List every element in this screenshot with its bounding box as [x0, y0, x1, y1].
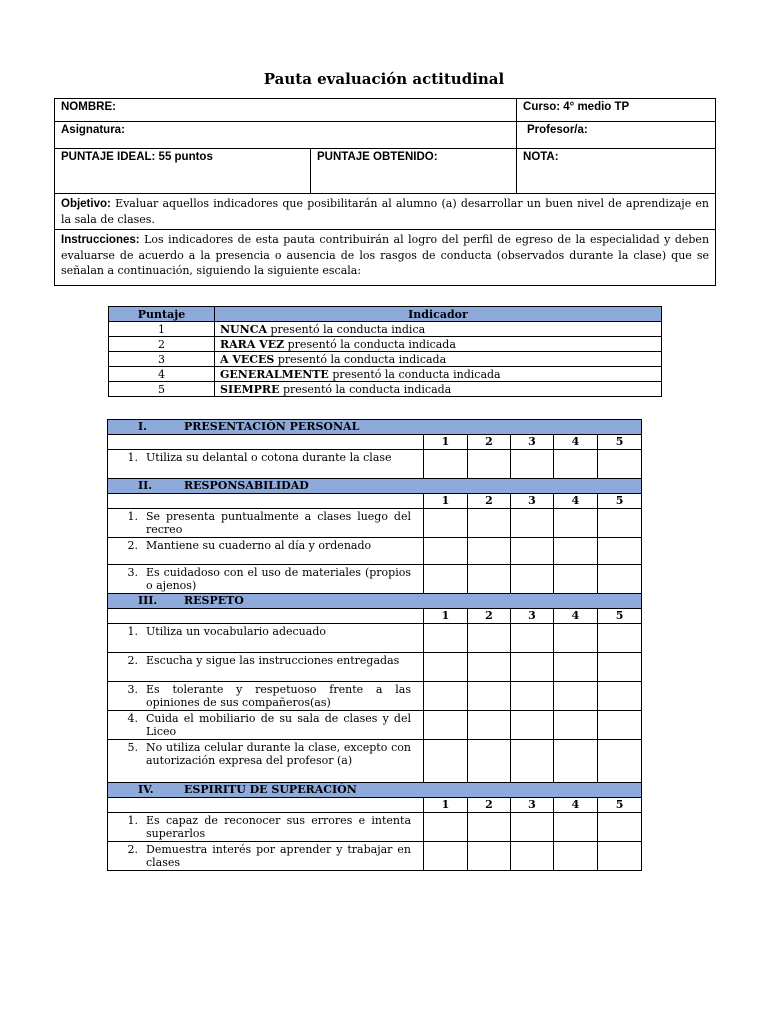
score-header-cell: 3	[511, 494, 554, 509]
scale-frequency-word: A VECES	[220, 352, 275, 366]
indicator-number: 1.	[127, 451, 138, 464]
section-title-cell	[108, 783, 642, 798]
curso-field[interactable]: Curso: 4° medio TP	[517, 99, 716, 122]
section-number: IV.	[138, 783, 154, 796]
scale-indicator	[215, 337, 662, 352]
score-header-blank	[108, 609, 424, 624]
scale-header-puntaje: Puntaje	[109, 307, 215, 322]
indicator-number: 1.	[127, 814, 138, 827]
puntaje-obtenido-field[interactable]: PUNTAJE OBTENIDO:	[311, 149, 517, 194]
score-header-cell: 2	[468, 435, 511, 450]
section-title-cell	[108, 479, 642, 494]
score-checkbox-cell[interactable]	[511, 565, 554, 594]
section-header	[108, 594, 642, 609]
instrucciones-text: Los indicadores de esta pauta contribuirán al logro del perfil de egreso de la especialidad y deben evaluarse de acuerdo a la presencia o ausencia de los rasgos de conducta (observados durante la clase) que se señalan a continuación, siguiendo la siguiente escala:	[61, 233, 710, 277]
score-checkbox-cell[interactable]	[598, 842, 642, 871]
indicator-text: Es tolerante y respetuoso frente a las opiniones de sus compañeros(as)	[146, 683, 411, 709]
score-checkbox-cell[interactable]	[424, 624, 468, 653]
score-header-row	[108, 435, 642, 450]
indicator-row	[108, 682, 642, 711]
score-checkbox-cell[interactable]	[511, 813, 554, 842]
indicator-cell	[108, 740, 424, 783]
score-checkbox-cell[interactable]	[554, 509, 598, 538]
score-checkbox-cell[interactable]	[554, 624, 598, 653]
scale-row	[109, 382, 662, 397]
score-header-cell: 3	[511, 609, 554, 624]
section-title-cell	[108, 594, 642, 609]
section-number: III.	[138, 594, 158, 607]
scale-frequency-word: GENERALMENTE	[220, 367, 329, 381]
score-checkbox-cell[interactable]	[511, 450, 554, 479]
indicator-cell	[108, 565, 424, 594]
scale-score: 3	[109, 352, 215, 367]
nombre-field[interactable]: NOMBRE:	[55, 99, 517, 122]
score-checkbox-cell[interactable]	[424, 450, 468, 479]
score-header-cell: 4	[554, 609, 598, 624]
indicator-cell	[108, 711, 424, 740]
score-checkbox-cell[interactable]	[511, 711, 554, 740]
section-header	[108, 783, 642, 798]
indicator-cell	[108, 509, 424, 538]
indicator-number: 2.	[127, 654, 138, 667]
page-title: Pauta evaluación actitudinal	[263, 70, 505, 88]
score-checkbox-cell[interactable]	[511, 509, 554, 538]
section-title: RESPETO	[184, 594, 244, 607]
score-header-blank	[108, 435, 424, 450]
scale-frequency-word: NUNCA	[220, 322, 267, 336]
score-checkbox-cell[interactable]	[554, 450, 598, 479]
scale-score: 2	[109, 337, 215, 352]
scale-table	[108, 306, 662, 397]
score-checkbox-cell[interactable]	[468, 653, 511, 682]
indicator-cell	[108, 842, 424, 871]
indicator-text: Se presenta puntualmente a clases luego del recreo	[146, 510, 411, 536]
score-checkbox-cell[interactable]	[598, 711, 642, 740]
score-checkbox-cell[interactable]	[598, 450, 642, 479]
indicator-cell	[108, 450, 424, 479]
scale-indicator	[215, 352, 662, 367]
objetivo-row	[55, 194, 716, 230]
section-header	[108, 479, 642, 494]
score-checkbox-cell[interactable]	[468, 565, 511, 594]
student-info-table	[54, 98, 716, 286]
indicator-number: 1.	[127, 625, 138, 638]
objetivo-text: Evaluar aquellos indicadores que posibilitarán al alumno (a) desarrollar un buen nivel de aprendizaje en la sala de clases.	[61, 197, 710, 226]
score-header-cell: 4	[554, 435, 598, 450]
indicator-cell	[108, 624, 424, 653]
score-checkbox-cell[interactable]	[424, 740, 468, 783]
score-header-cell: 2	[468, 798, 511, 813]
score-checkbox-cell[interactable]	[598, 538, 642, 565]
indicator-text: Es capaz de reconocer sus errores e intenta superarlos	[146, 814, 411, 840]
score-header-row	[108, 494, 642, 509]
score-header-cell: 5	[598, 609, 642, 624]
score-checkbox-cell[interactable]	[468, 842, 511, 871]
score-checkbox-cell[interactable]	[598, 565, 642, 594]
score-header-cell: 4	[554, 494, 598, 509]
score-header-cell: 4	[554, 798, 598, 813]
score-checkbox-cell[interactable]	[424, 842, 468, 871]
score-header-cell: 3	[511, 798, 554, 813]
scale-description: presentó la conducta indicada	[284, 337, 456, 351]
indicator-text: Utiliza su delantal o cotona durante la clase	[146, 451, 392, 464]
score-checkbox-cell[interactable]	[468, 450, 511, 479]
score-header-blank	[108, 494, 424, 509]
indicator-text: Es cuidadoso con el uso de materiales (propios o ajenos)	[146, 566, 411, 592]
indicator-row	[108, 509, 642, 538]
score-header-cell: 2	[468, 494, 511, 509]
score-checkbox-cell[interactable]	[554, 653, 598, 682]
scale-indicator	[215, 322, 662, 337]
score-checkbox-cell[interactable]	[468, 740, 511, 783]
score-checkbox-cell[interactable]	[424, 813, 468, 842]
scale-score: 1	[109, 322, 215, 337]
indicator-text: Utiliza un vocabulario adecuado	[146, 625, 326, 638]
puntaje-ideal-field: PUNTAJE IDEAL: 55 puntos	[55, 149, 311, 194]
score-header-cell: 5	[598, 435, 642, 450]
score-checkbox-cell[interactable]	[598, 509, 642, 538]
score-checkbox-cell[interactable]	[424, 565, 468, 594]
score-checkbox-cell[interactable]	[554, 682, 598, 711]
score-checkbox-cell[interactable]	[598, 624, 642, 653]
score-header-cell: 1	[424, 435, 468, 450]
indicator-row	[108, 565, 642, 594]
section-number: II.	[138, 479, 153, 492]
score-checkbox-cell[interactable]	[468, 509, 511, 538]
scale-frequency-word: RARA VEZ	[220, 337, 285, 351]
indicator-text: No utiliza celular durante la clase, excepto con autorización expresa del profesor (a)	[146, 741, 411, 767]
score-checkbox-cell[interactable]	[424, 538, 468, 565]
score-checkbox-cell[interactable]	[554, 740, 598, 783]
score-checkbox-cell[interactable]	[554, 842, 598, 871]
indicator-number: 3.	[127, 566, 138, 579]
score-header-cell: 5	[598, 494, 642, 509]
indicator-row	[108, 711, 642, 740]
score-header-cell: 2	[468, 609, 511, 624]
scale-header-indicador: Indicador	[215, 307, 662, 322]
score-checkbox-cell[interactable]	[554, 538, 598, 565]
score-header-cell: 1	[424, 609, 468, 624]
indicator-cell	[108, 682, 424, 711]
indicator-row	[108, 653, 642, 682]
score-checkbox-cell[interactable]	[424, 509, 468, 538]
score-checkbox-cell[interactable]	[554, 711, 598, 740]
scale-description: presentó la conducta indica	[267, 322, 426, 336]
indicator-row	[108, 624, 642, 653]
section-title: RESPONSABILIDAD	[184, 479, 309, 492]
score-checkbox-cell[interactable]	[468, 813, 511, 842]
indicator-text: Cuida el mobiliario de su sala de clases y del Liceo	[146, 712, 411, 738]
indicator-row	[108, 740, 642, 783]
score-checkbox-cell[interactable]	[424, 653, 468, 682]
indicator-row	[108, 842, 642, 871]
score-checkbox-cell[interactable]	[468, 682, 511, 711]
indicator-row	[108, 450, 642, 479]
score-checkbox-cell[interactable]	[511, 538, 554, 565]
score-header-row	[108, 798, 642, 813]
section-title-cell	[108, 420, 642, 435]
score-checkbox-cell[interactable]	[598, 653, 642, 682]
indicator-cell	[108, 813, 424, 842]
section-header	[108, 420, 642, 435]
indicator-cell	[108, 653, 424, 682]
score-checkbox-cell[interactable]	[511, 682, 554, 711]
indicator-number: 1.	[127, 510, 138, 523]
score-header-cell: 1	[424, 798, 468, 813]
scale-description: presentó la conducta indicada	[274, 352, 447, 366]
section-title: PRESENTACIÓN PERSONAL	[184, 420, 360, 433]
score-checkbox-cell[interactable]	[511, 624, 554, 653]
evaluation-table	[107, 419, 642, 871]
section-number: I.	[138, 420, 147, 433]
score-header-row	[108, 609, 642, 624]
indicator-row	[108, 538, 642, 565]
indicator-number: 5.	[127, 741, 138, 754]
scale-row	[109, 352, 662, 367]
indicator-row	[108, 813, 642, 842]
score-checkbox-cell[interactable]	[554, 813, 598, 842]
scale-description: presentó la conducta indicada	[328, 367, 501, 381]
scale-row	[109, 367, 662, 382]
score-checkbox-cell[interactable]	[598, 813, 642, 842]
indicator-text: Demuestra interés por aprender y trabajar en clases	[146, 843, 411, 869]
score-header-cell: 5	[598, 798, 642, 813]
scale-indicator	[215, 367, 662, 382]
score-checkbox-cell[interactable]	[598, 740, 642, 783]
score-checkbox-cell[interactable]	[468, 538, 511, 565]
indicator-number: 3.	[127, 683, 138, 696]
objetivo-label: Objetivo:	[61, 198, 111, 210]
score-checkbox-cell[interactable]	[468, 624, 511, 653]
scale-row	[109, 337, 662, 352]
scale-description: presentó la conducta indicada	[279, 382, 452, 396]
score-checkbox-cell[interactable]	[511, 653, 554, 682]
score-checkbox-cell[interactable]	[598, 682, 642, 711]
scale-indicator	[215, 382, 662, 397]
scale-row	[109, 322, 662, 337]
nota-field[interactable]: NOTA:	[517, 149, 716, 194]
indicator-number: 2.	[127, 843, 138, 856]
score-checkbox-cell[interactable]	[554, 565, 598, 594]
score-header-blank	[108, 798, 424, 813]
section-title: ESPIRITU DE SUPERACIÓN	[184, 783, 357, 796]
scale-score: 4	[109, 367, 215, 382]
indicator-cell	[108, 538, 424, 565]
asignatura-field[interactable]: Asignatura:	[55, 122, 517, 149]
score-header-cell: 3	[511, 435, 554, 450]
indicator-number: 2.	[127, 539, 138, 552]
score-checkbox-cell[interactable]	[511, 842, 554, 871]
indicator-text: Escucha y sigue las instrucciones entregadas	[146, 654, 400, 667]
score-header-cell: 1	[424, 494, 468, 509]
indicator-number: 4.	[127, 712, 138, 725]
score-checkbox-cell[interactable]	[424, 711, 468, 740]
scale-frequency-word: SIEMPRE	[220, 382, 280, 396]
profesor-field[interactable]: Profesor/a:	[517, 122, 716, 149]
indicator-text: Mantiene su cuaderno al día y ordenado	[146, 539, 372, 552]
score-checkbox-cell[interactable]	[511, 740, 554, 783]
score-checkbox-cell[interactable]	[424, 682, 468, 711]
instrucciones-label: Instrucciones:	[61, 234, 140, 246]
score-checkbox-cell[interactable]	[468, 711, 511, 740]
instrucciones-row	[55, 230, 716, 286]
scale-score: 5	[109, 382, 215, 397]
